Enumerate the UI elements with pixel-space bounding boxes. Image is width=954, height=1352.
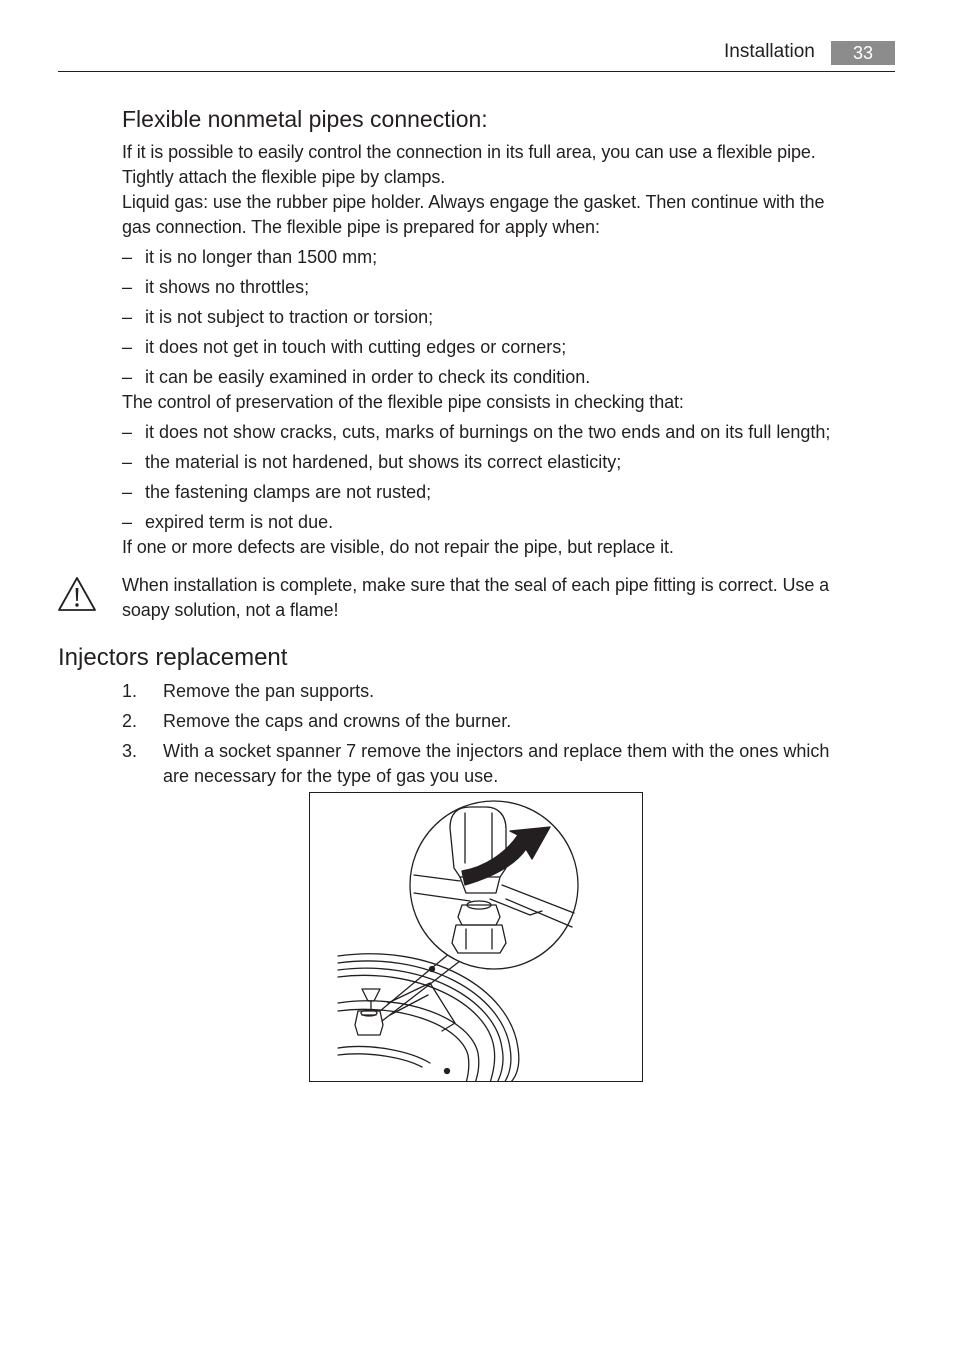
control-intro: The control of preservation of the flexible pipe consists in checking that: <box>122 392 684 412</box>
injectors-heading: Injectors replacement <box>58 644 288 671</box>
paragraph-line: If it is possible to easily control the connection in its full area, you can use a flexible pipe. <box>122 142 816 162</box>
page-number: 33 <box>831 41 895 65</box>
step-item: 2. Remove the caps and crowns of the burner. <box>122 711 512 731</box>
condition-list-item: – it can be easily examined in order to check its condition. <box>122 367 591 387</box>
check-list-item: – the material is not hardened, but shows its correct elasticity; <box>122 452 622 472</box>
liquid-gas-text: : use the rubber pipe holder. Always engage the gasket. Then continue with the <box>203 192 825 212</box>
header-divider <box>58 71 895 72</box>
check-list-item: – it does not show cracks, cuts, marks of burnings on the two ends and on its full length; <box>122 422 831 442</box>
paragraph-line: gas connection. The flexible pipe is prepared for apply when: <box>122 217 600 237</box>
paragraph-line: Tightly attach the flexible pipe by clamps. <box>122 167 446 187</box>
step-item: 1. Remove the pan supports. <box>122 681 375 701</box>
warning-triangle-icon <box>57 576 97 612</box>
step-item: 3. With a socket spanner 7 remove the injectors and replace them with the ones which are necessary for the type of gas you use. <box>122 741 830 786</box>
warning-text-line: When installation is complete, make sure that the seal of each pipe fitting is correct. Use a <box>122 575 830 595</box>
liquid-gas-label: Liquid gas <box>122 192 204 212</box>
check-list-item: – the fastening clamps are not rusted; <box>122 482 432 502</box>
condition-list-item: – it is not subject to traction or torsion; <box>122 307 434 327</box>
defects-note: If one or more defects are visible, do not repair the pipe, but replace it. <box>122 537 674 557</box>
condition-list-item: – it is no longer than 1500 mm; <box>122 247 378 267</box>
condition-list-item: – it shows no throttles; <box>122 277 310 297</box>
flexible-pipes-heading: Flexible nonmetal pipes connection: <box>122 106 488 132</box>
check-list-item: – expired term is not due. <box>122 512 334 532</box>
warning-text-line: soapy solution, not a flame! <box>122 600 339 620</box>
injector-replacement-illustration <box>309 792 643 1082</box>
section-title: Installation <box>724 41 815 62</box>
liquid-gas-paragraph <box>122 190 824 215</box>
warning-emphasis: not a flame <box>245 600 334 620</box>
condition-list-item: – it does not get in touch with cutting edges or corners; <box>122 337 567 357</box>
